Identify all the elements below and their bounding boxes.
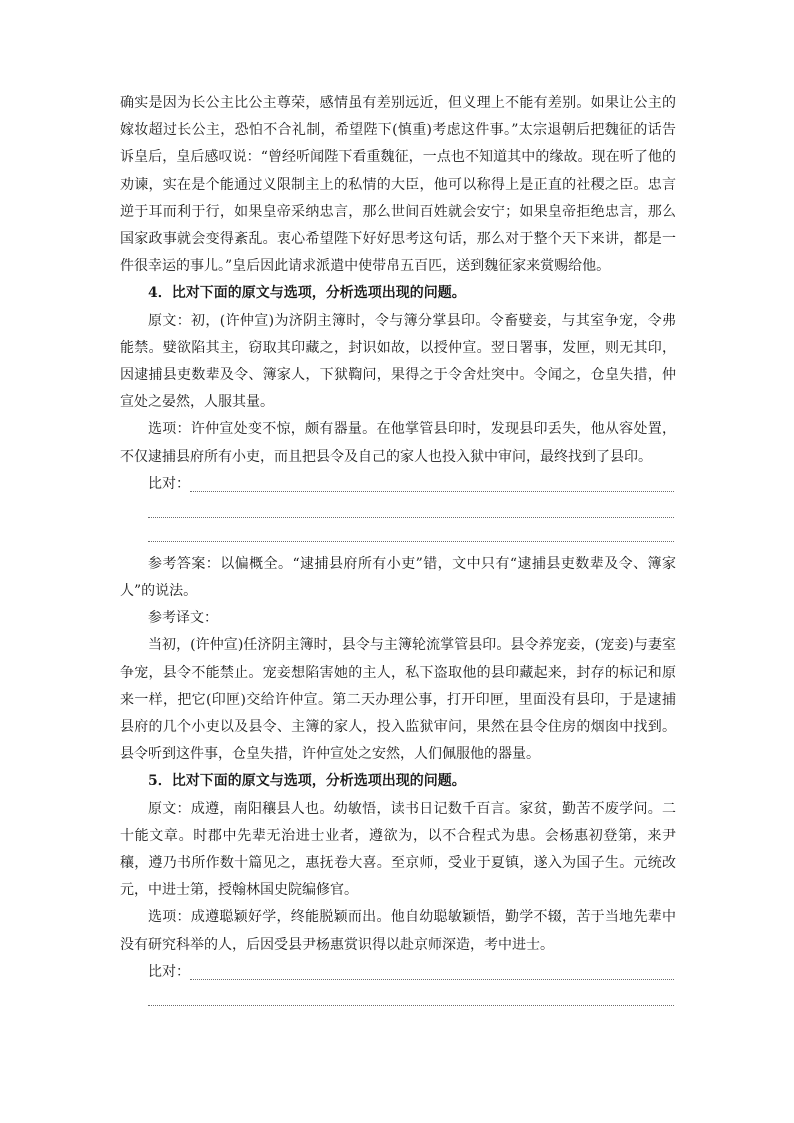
question-5-answer-blank-2[interactable] bbox=[120, 985, 676, 1011]
answer-line bbox=[190, 491, 674, 492]
answer-line bbox=[148, 541, 674, 542]
question-5-original-text: 原文：成遵，南阳穰县人也。幼敏悟，读书日记数千百言。家贫，勤苦不废学问。二十能文章。时郡中先辈无治进士业者，遵欲为，以不合程式为患。会杨惠初登第，来尹穰，遵乃书所作数十篇见之，惠抚卷大喜。至京师，受业于夏镇，遂入为国子生。元统改元，中进士第，授翰林国史院编修官。 bbox=[120, 800, 676, 899]
compare-label: 比对： bbox=[148, 963, 190, 980]
document-page bbox=[120, 90, 676, 1011]
question-5-title: 5．比对下面的原文与选项，分析选项出现的问题。 bbox=[148, 773, 466, 790]
question-4-title: 4．比对下面的原文与选项，分析选项出现的问题。 bbox=[148, 285, 466, 302]
question-4-answer-blank-2[interactable] bbox=[120, 497, 676, 523]
question-5-option-text: 选项：成遵聪颖好学，终能脱颖而出。他自幼聪敏颖悟，勤学不辍，苦于当地先辈中没有研究科举的人，后因受县尹杨惠赏识得以赴京师深造，考中进士。 bbox=[120, 909, 676, 953]
question-4-option-text: 选项：许仲宣处变不惊，颇有器量。在他掌管县印时，发现县印丢失，他从容处置，不仅逮捕县府所有小吏，而且把县令及自己的家人也投入狱中审问，最终找到了县印。 bbox=[120, 421, 676, 465]
question-4-reference-answer: 参考答案：以偏概全。“逮捕县府所有小吏”错，文中只有“逮捕县吏数辈及令、簿家人”的说法。 bbox=[120, 555, 676, 600]
question-4-translation-label: 参考译文： bbox=[148, 610, 218, 627]
answer-line bbox=[190, 979, 674, 980]
question-4-translation: 当初，(许仲宣)任济阴主簿时，县令与主簿轮流掌管县印。县令养宠妾，(宠妾)与妻室争宠，县令不能禁止。宠妾想陷害她的主人，私下盗取他的县印藏起来，封存的标记和原来一样，把它(印匣)交给许仲宣。第二天办理公事，打开印匣，里面没有县印，于是逮捕县府的几个小吏以及县令、主簿的家人，投入监狱审问，果然在县令住房的烟囱中找到。县令听到这件事，仓皇失措，许仲宣处之安然，人们佩服他的器量。 bbox=[120, 637, 676, 763]
question-4-original-text: 原文：初，(许仲宣)为济阴主簿时，令与簿分掌县印。令畜嬖妾，与其室争宠，令弗能禁。嬖欲陷其主，窃取其印藏之，封识如故，以授仲宣。翌日署事，发匣，则无其印，因逮捕县吏数辈及令、簿家人，下狱鞫问，果得之于令舍灶突中。令闻之，仓皇失措，仲宣处之晏然，人服其量。 bbox=[120, 312, 676, 411]
intro-paragraph: 确实是因为长公主比公主尊荣，感情虽有差别远近，但义理上不能有差别。如果让公主的嫁妆超过长公主，恐怕不合礼制，希望陛下(慎重)考虑这件事。”太宗退朝后把魏征的话告诉皇后，皇后感叹说：“曾经听闻陛下看重魏征，一点也不知道其中的缘故。现在听了他的劝谏，实在是个能通过义限制主上的私情的大臣，他可以称得上是正直的社稷之臣。忠言逆于耳而利于行，如果皇帝采纳忠言，那么世间百姓就会安宁；如果皇帝拒绝忠言，那么国家政事就会变得紊乱。衷心希望陛下好好思考这句话，那么对于整个天下来讲，都是一件很幸运的事儿。”皇后因此请求派遣中使带帛五百匹，送到魏征家来赏赐给他。 bbox=[120, 95, 676, 275]
question-4-answer-blank-3[interactable] bbox=[120, 523, 676, 543]
question-5-answer-blank[interactable] bbox=[120, 959, 676, 985]
answer-line bbox=[148, 1005, 674, 1006]
answer-line bbox=[148, 517, 674, 518]
compare-label: 比对： bbox=[148, 475, 190, 492]
question-4-answer-blank[interactable] bbox=[120, 471, 676, 497]
